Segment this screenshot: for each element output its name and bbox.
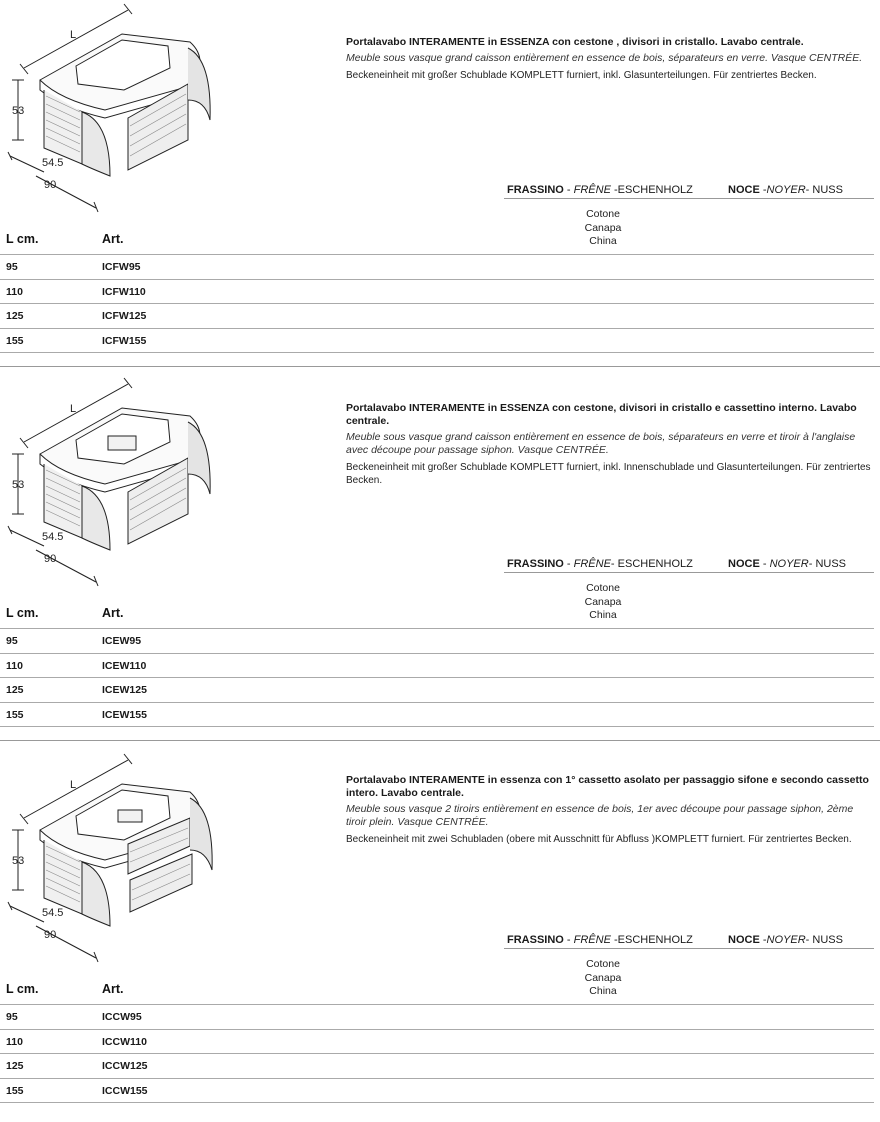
table-row (0, 1078, 874, 1104)
description-french: Meuble sous vasque 2 tiroirs entièrement en essence de bois, 1er avec découpe pour passage siphon, 2ème tiroir plein. Vasque CENTRÉE. (346, 803, 854, 828)
row-article: ICCW155 (102, 1084, 148, 1097)
finish-noce-it: NOCE (728, 184, 760, 196)
table-row (0, 328, 874, 354)
article-table (0, 1004, 874, 1103)
dim-label-height: 53 (12, 855, 25, 867)
dim-label-width-top: L (70, 403, 77, 415)
finish-header (504, 934, 874, 949)
row-article: ICFW125 (102, 310, 147, 322)
row-length: 95 (6, 261, 18, 273)
dash: - (762, 184, 767, 196)
color-option: Canapa (584, 221, 622, 234)
row-length: 155 (6, 334, 24, 347)
color-option: Cotone (586, 582, 620, 594)
row-length: 110 (6, 659, 23, 672)
column-header-article: Art. (102, 606, 124, 620)
finish-noce-de: NUSS (812, 934, 843, 946)
table-row (0, 1029, 874, 1054)
finish-noce-it: NOCE (728, 558, 760, 570)
color-option: Cotone (586, 208, 620, 220)
row-article: ICFW155 (102, 334, 147, 347)
finish-frassino (507, 934, 693, 946)
dash: - (610, 558, 615, 570)
row-length: 155 (6, 708, 24, 721)
column-header-length: L cm. (6, 982, 39, 996)
table-header (6, 232, 124, 246)
color-option: Cotone (586, 958, 620, 970)
finish-frassino (507, 558, 693, 570)
row-article: ICCW125 (102, 1060, 148, 1072)
description-german: Beckeneinheit mit großer Schublade KOMPLETT furniert, inkl. Glasunterteilungen. Für zentriertes Becken. (346, 70, 817, 81)
table-row (0, 254, 874, 279)
table-header (6, 982, 124, 996)
row-length: 155 (6, 1084, 24, 1097)
description-french: Meuble sous vasque grand caisson entièrement en essence de bois, séparateurs en verre. Vasque CENTRÉE. (346, 52, 863, 64)
article-table (0, 628, 874, 727)
row-length: 125 (6, 1060, 24, 1072)
product-description (346, 402, 874, 489)
finish-frassino (507, 184, 693, 196)
finish-noce (728, 558, 846, 570)
finish-noce (728, 934, 843, 946)
product-description (346, 774, 874, 848)
article-table (0, 254, 874, 353)
column-header-length: L cm. (6, 606, 39, 620)
finish-colors (563, 208, 643, 249)
color-option: China (589, 609, 617, 621)
table-row (0, 677, 874, 702)
color-option: Canapa (584, 971, 622, 984)
color-option: China (589, 985, 617, 997)
product-section-due-cassetti (0, 750, 880, 1122)
finish-colors (563, 958, 643, 999)
dim-label-height: 53 (12, 479, 25, 491)
dash: - (613, 184, 618, 196)
color-option: Canapa (584, 595, 622, 608)
finish-header (504, 558, 874, 573)
finish-noce-de: NUSS (812, 184, 843, 196)
product-section-cestone (0, 0, 880, 372)
table-row (0, 653, 874, 678)
table-header (6, 606, 124, 620)
dash: - (808, 558, 813, 570)
finish-frassino-de: ESCHENHOLZ (617, 558, 693, 570)
description-german: Beckeneinheit mit zwei Schubladen (obere mit Ausschnitt für Abfluss )KOMPLETT furniert. Für zentriertes Becken. (346, 834, 852, 845)
finish-header (504, 184, 874, 199)
dim-label-width-top: L (70, 29, 77, 41)
finish-noce-it: NOCE (728, 934, 760, 946)
finish-noce-de: NUSS (815, 558, 846, 570)
finish-frassino-fr: FRÊNE (573, 558, 611, 570)
description-italian: Portalavabo INTERAMENTE in ESSENZA con cestone , divisori in cristallo. Lavabo centrale. (346, 36, 804, 48)
row-article: ICEW125 (102, 684, 147, 696)
description-french: Meuble sous vasque grand caisson entièrement en essence de bois, séparateurs en verre et tiroir à l'anglaise avec découpe pour passage siphon. Vasque CENTRÉE. (346, 431, 856, 456)
finish-noce-fr: NOYER (766, 934, 806, 946)
description-italian: Portalavabo INTERAMENTE in essenza con 1° cassetto asolato per passaggio sifone e secondo cassetto intero. Lavabo centrale. (346, 774, 869, 799)
row-article: ICEW155 (102, 708, 147, 721)
finish-colors (563, 582, 643, 623)
row-article: ICFW110 (102, 285, 146, 298)
finish-noce-fr: NOYER (766, 184, 806, 196)
dim-label-depth: 54.5 (42, 907, 64, 919)
dim-label-depth-total: 90 (44, 179, 57, 191)
cabinet-drawing-cestone-cassettino (0, 374, 240, 589)
table-row (0, 1004, 874, 1029)
finish-frassino-fr: FRÊNE (573, 184, 611, 196)
dim-label-depth: 54.5 (42, 531, 64, 543)
cabinet-drawing-cestone (0, 0, 240, 215)
finish-frassino-it: FRASSINO (507, 558, 564, 570)
row-article: ICCW110 (102, 1035, 147, 1048)
table-row (0, 702, 874, 728)
row-length: 110 (6, 285, 23, 298)
row-length: 95 (6, 635, 18, 647)
table-row (0, 1053, 874, 1078)
dash: - (805, 184, 810, 196)
color-option: China (589, 235, 617, 247)
dim-label-height: 53 (12, 105, 25, 117)
dash: - (762, 558, 767, 570)
finish-frassino-fr: FRÊNE (573, 934, 611, 946)
row-article: ICEW110 (102, 659, 147, 672)
finish-frassino-it: FRASSINO (507, 934, 564, 946)
dash: - (566, 558, 571, 570)
finish-frassino-de: ESCHENHOLZ (617, 184, 693, 196)
cabinet-drawing-due-cassetti (0, 750, 240, 965)
dim-label-depth-total: 90 (44, 553, 57, 565)
row-length: 125 (6, 684, 24, 696)
column-header-article: Art. (102, 232, 124, 246)
dim-label-depth-total: 90 (44, 929, 57, 941)
description-italian: Portalavabo INTERAMENTE in ESSENZA con cestone, divisori in cristallo e cassettino interno. Lavabo centrale. (346, 402, 857, 427)
description-german: Beckeneinheit mit großer Schublade KOMPLETT furniert, inkl. Innenschublade und Glasunterteilungen. Für zentriertes Becken. (346, 462, 871, 486)
row-article: ICFW95 (102, 261, 141, 273)
section-divider (0, 366, 880, 367)
table-row (0, 279, 874, 304)
dash: - (566, 184, 571, 196)
dash: - (613, 934, 618, 946)
dim-label-depth: 54.5 (42, 157, 64, 169)
product-section-cestone-cassettino (0, 374, 880, 746)
finish-frassino-de: ESCHENHOLZ (617, 934, 693, 946)
row-article: ICCW95 (102, 1011, 142, 1023)
product-description (346, 36, 874, 84)
row-length: 110 (6, 1035, 23, 1048)
finish-noce (728, 184, 843, 196)
table-row (0, 628, 874, 653)
row-length: 125 (6, 310, 24, 322)
dash: - (566, 934, 571, 946)
column-header-article: Art. (102, 982, 124, 996)
dim-label-width-top: L (70, 779, 77, 791)
row-article: ICEW95 (102, 635, 142, 647)
row-length: 95 (6, 1011, 18, 1023)
table-row (0, 303, 874, 328)
dash: - (762, 934, 767, 946)
section-divider (0, 740, 880, 741)
finish-noce-fr: NOYER (769, 558, 809, 570)
dash: - (805, 934, 810, 946)
finish-frassino-it: FRASSINO (507, 184, 564, 196)
column-header-length: L cm. (6, 232, 39, 246)
